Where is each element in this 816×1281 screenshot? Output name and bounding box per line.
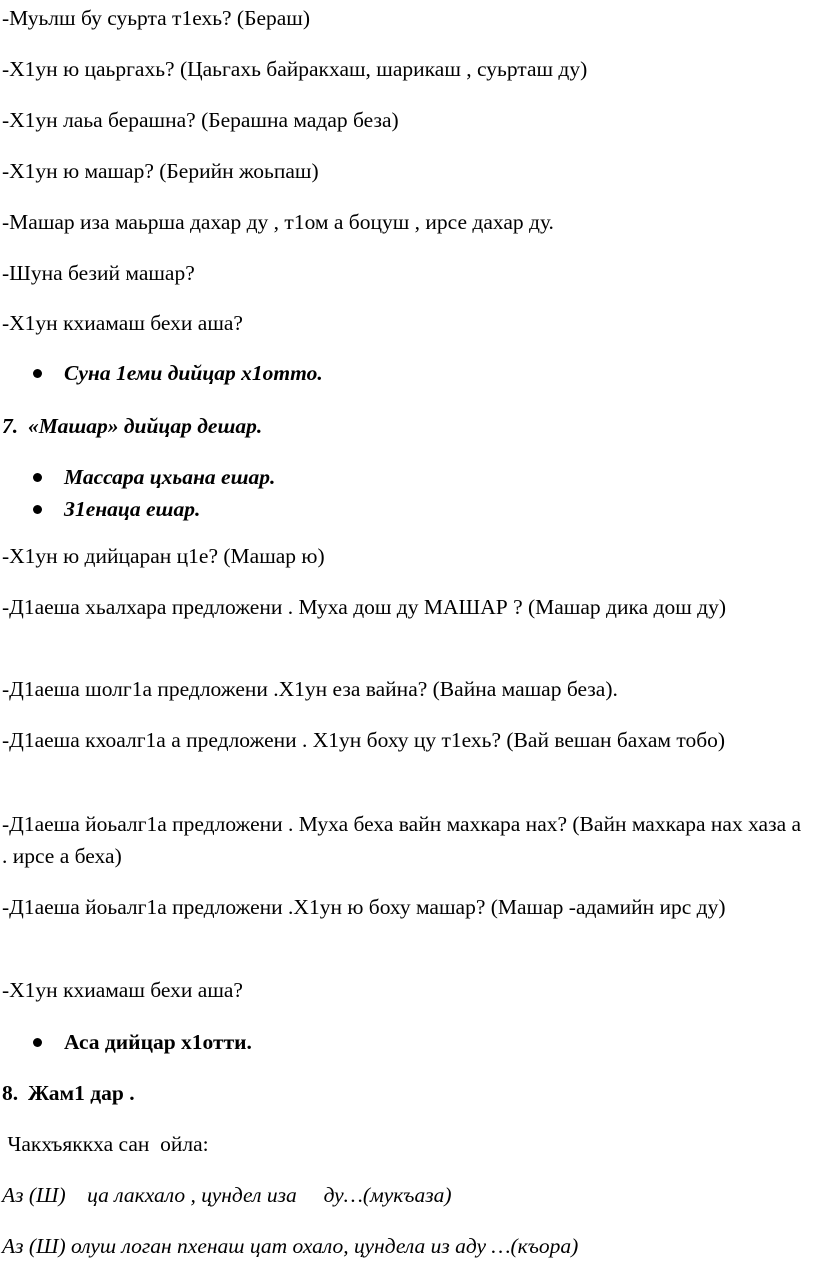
section-heading-8 — [2, 1077, 810, 1109]
list-item — [64, 1026, 810, 1058]
text-line: -Х1ун ю дийцаран ц1е? (Машар ю) — [2, 544, 325, 568]
bullet-icon — [33, 1038, 42, 1047]
list-item-text: Суна 1еми дийцар х1отто. — [64, 361, 323, 385]
section-title: Жам1 дар . — [28, 1081, 135, 1105]
text-line: -Х1ун ю цаьргахь? (Цаьгахь байракхаш, шарикаш , суьрташ ду) — [2, 57, 588, 81]
list-item — [64, 461, 810, 493]
text-line: -Д1аеша йоьалг1а предложени .Х1ун ю боху машар? (Машар -адамийн ирс ду) — [2, 895, 726, 919]
text-line: Чакхъяккха сан ойла: — [2, 1132, 209, 1156]
bullet-icon — [33, 473, 42, 482]
text-line: -Д1аеша шолг1а предложени .Х1ун еза вайна? (Вайна машар беза). — [2, 677, 618, 701]
section-number: 7. — [2, 414, 19, 438]
list-item-text: Аса дийцар х1отти. — [64, 1030, 252, 1054]
text-line: -Х1ун кхиамаш бехи аша? — [2, 311, 243, 335]
text-line: -Д1аеша кхоалг1а а предложени . Х1ун боху цу т1ехь? (Вай вешан бахам тобо) — [2, 728, 726, 752]
text-line: -Х1ун ю машар? (Берийн жоьпаш) — [2, 159, 319, 183]
riddle-line: Аз (Ш) ца лакхало , цундел иза ду…(мукъаза) — [2, 1183, 452, 1207]
text-line: -Муьлш бу суьрта т1ехь? (Бераш) — [2, 6, 310, 30]
list-item — [64, 357, 810, 389]
bullet-icon — [33, 505, 42, 514]
list-item — [64, 493, 810, 525]
text-line: -Машар иза маьрша дахар ду , т1ом а боцуш , ирсе дахар ду. — [2, 210, 554, 234]
riddle-line: Аз (Ш) олуш логан пхенаш цат охало, цундела из аду …(къора) — [2, 1234, 579, 1258]
section-title: «Машар» дийцар дешар. — [28, 414, 263, 438]
section-number: 8. — [2, 1081, 19, 1105]
text-line: -Шуна безий машар? — [2, 261, 195, 285]
text-line: -Д1аеша йоьалг1а предложени . Муха беха вайн махкара нах? (Вайн махкара нах хаза а . ирсе а беха) — [2, 812, 802, 868]
list-item-text: Массара цхьана ешар. — [64, 465, 276, 489]
text-line: -Х1ун кхиамаш бехи аша? — [2, 978, 243, 1002]
section-heading-7 — [2, 410, 810, 442]
text-line: -Д1аеша хьалхара предложени . Муха дош ду МАШАР ? (Машар дика дош ду) — [2, 595, 726, 619]
bullet-icon — [33, 369, 42, 378]
text-line: -Х1ун лаьа берашна? (Берашна мадар беза) — [2, 108, 399, 132]
list-item-text: З1енаца ешар. — [64, 497, 201, 521]
